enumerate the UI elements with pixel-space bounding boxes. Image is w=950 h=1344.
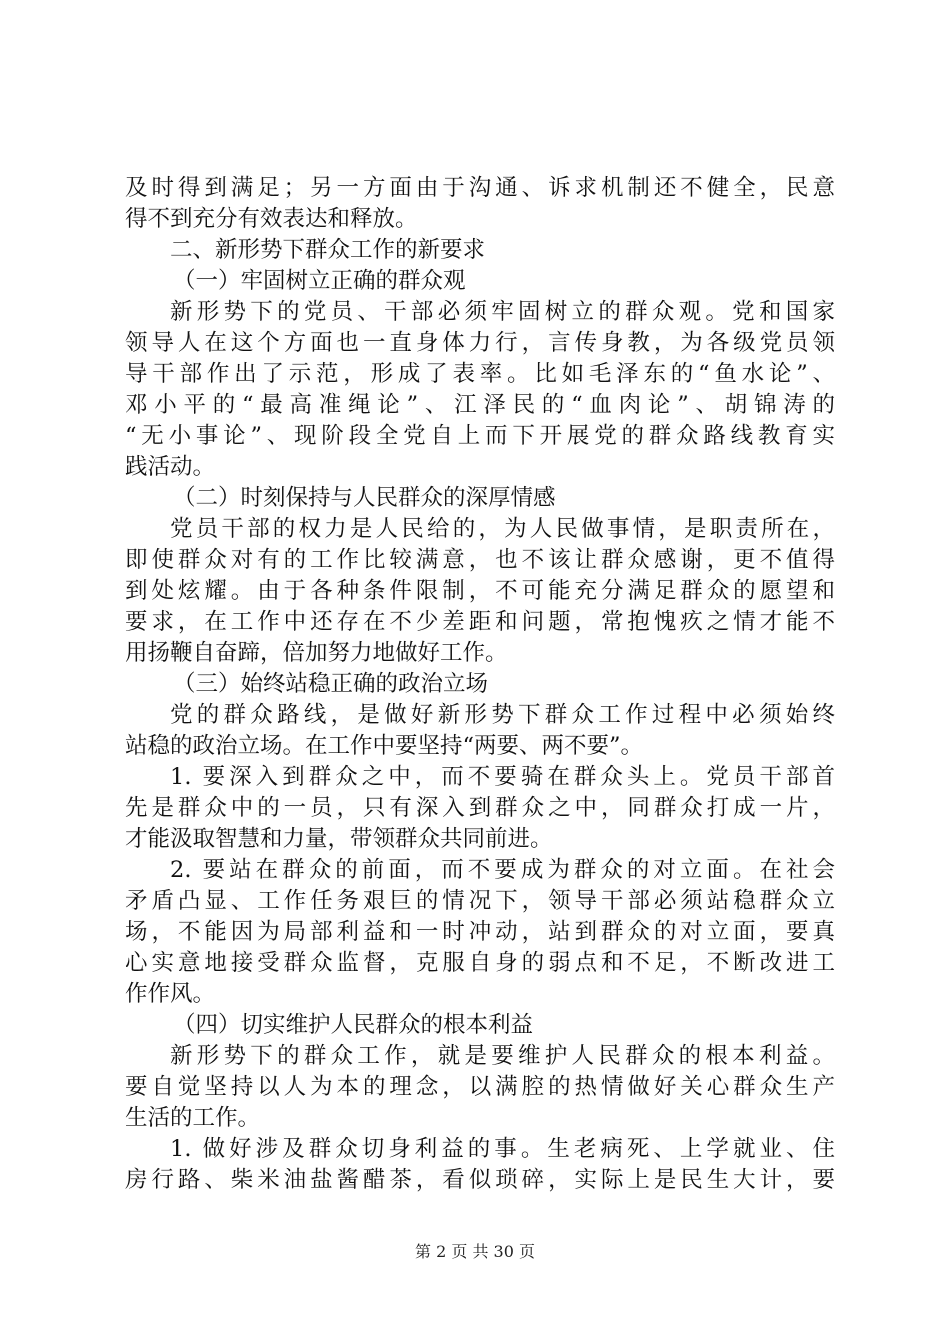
text-line: 用扬鞭自奋蹄，倍加努力地做好工作。	[125, 640, 508, 666]
text-line: 二、新形势下群众工作的新要求	[170, 237, 486, 263]
text-line: 新形势下的党员、干部必须牢固树立的群众观。党和国家	[170, 299, 835, 325]
text-line: 生活的工作。	[125, 1105, 261, 1131]
text-line: 到处炫耀。由于各种条件限制，不可能充分满足群众的愿望和	[125, 578, 835, 604]
text-line: 党员干部的权力是人民给的，为人民做事情，是职责所在，	[170, 516, 835, 542]
text-line: （二）时刻保持与人民群众的深厚情感	[173, 485, 556, 511]
text-line: 践活动。	[125, 454, 216, 480]
text-line: 导干部作出了示范，形成了表率。比如毛泽东的“鱼水论”、	[125, 361, 835, 387]
text-line: 先是群众中的一员，只有深入到群众之中，同群众打成一片，	[125, 795, 835, 821]
text-line: 领导人在这个方面也一直身体力行，言传身教，为各级党员领	[125, 330, 835, 356]
text-line: 房行路、柴米油盐酱醋茶，看似琐碎，实际上是民生大计，要	[125, 1167, 835, 1193]
text-line: 1. 做好涉及群众切身利益的事。生老病死、上学就业、住	[170, 1136, 835, 1162]
text-line: 党的群众路线，是做好新形势下群众工作过程中必须始终	[170, 702, 835, 728]
text-line: 矛盾凸显、工作任务艰巨的情况下，领导干部必须站稳群众立	[125, 888, 835, 914]
text-line: （四）切实维护人民群众的根本利益	[173, 1012, 534, 1038]
text-line: 作作风。	[125, 981, 216, 1007]
text-line: 2. 要站在群众的前面，而不要成为群众的对立面。在社会	[170, 857, 835, 883]
text-line: 新形势下的群众工作，就是要维护人民群众的根本利益。	[170, 1043, 835, 1069]
text-line: 及时得到满足；另一方面由于沟通、诉求机制还不健全，民意	[125, 175, 835, 201]
text-line: 心实意地接受群众监督，克服自身的弱点和不足，不断改进工	[125, 950, 835, 976]
text-line: 即使群众对有的工作比较满意，也不该让群众感谢，更不值得	[125, 547, 835, 573]
text-line: 才能汲取智慧和力量，带领群众共同前进。	[125, 826, 553, 852]
text-line: （一）牢固树立正确的群众观	[173, 268, 466, 294]
text-line: “无小事论”、现阶段全党自上而下开展党的群众路线教育实	[125, 423, 835, 449]
text-line: 邓小平的“最高准绳论”、江泽民的“血肉论”、胡锦涛的	[125, 392, 835, 418]
text-line: 要求，在工作中还存在不少差距和问题，常抱愧疚之情才能不	[125, 609, 835, 635]
page-footer: 第 2 页 共 30 页	[415, 1242, 535, 1261]
text-line: （三）始终站稳正确的政治立场	[173, 671, 489, 697]
text-line: 站稳的政治立场。在工作中要坚持“两要、两不要”。	[125, 733, 644, 759]
text-line: 场，不能因为局部利益和一时冲动，站到群众的对立面，要真	[125, 919, 835, 945]
document-body	[125, 173, 835, 1196]
text-line: 得不到充分有效表达和释放。	[125, 206, 418, 232]
text-line: 要自觉坚持以人为本的理念，以满腔的热情做好关心群众生产	[125, 1074, 835, 1100]
text-line: 1. 要深入到群众之中，而不要骑在群众头上。党员干部首	[170, 764, 835, 790]
